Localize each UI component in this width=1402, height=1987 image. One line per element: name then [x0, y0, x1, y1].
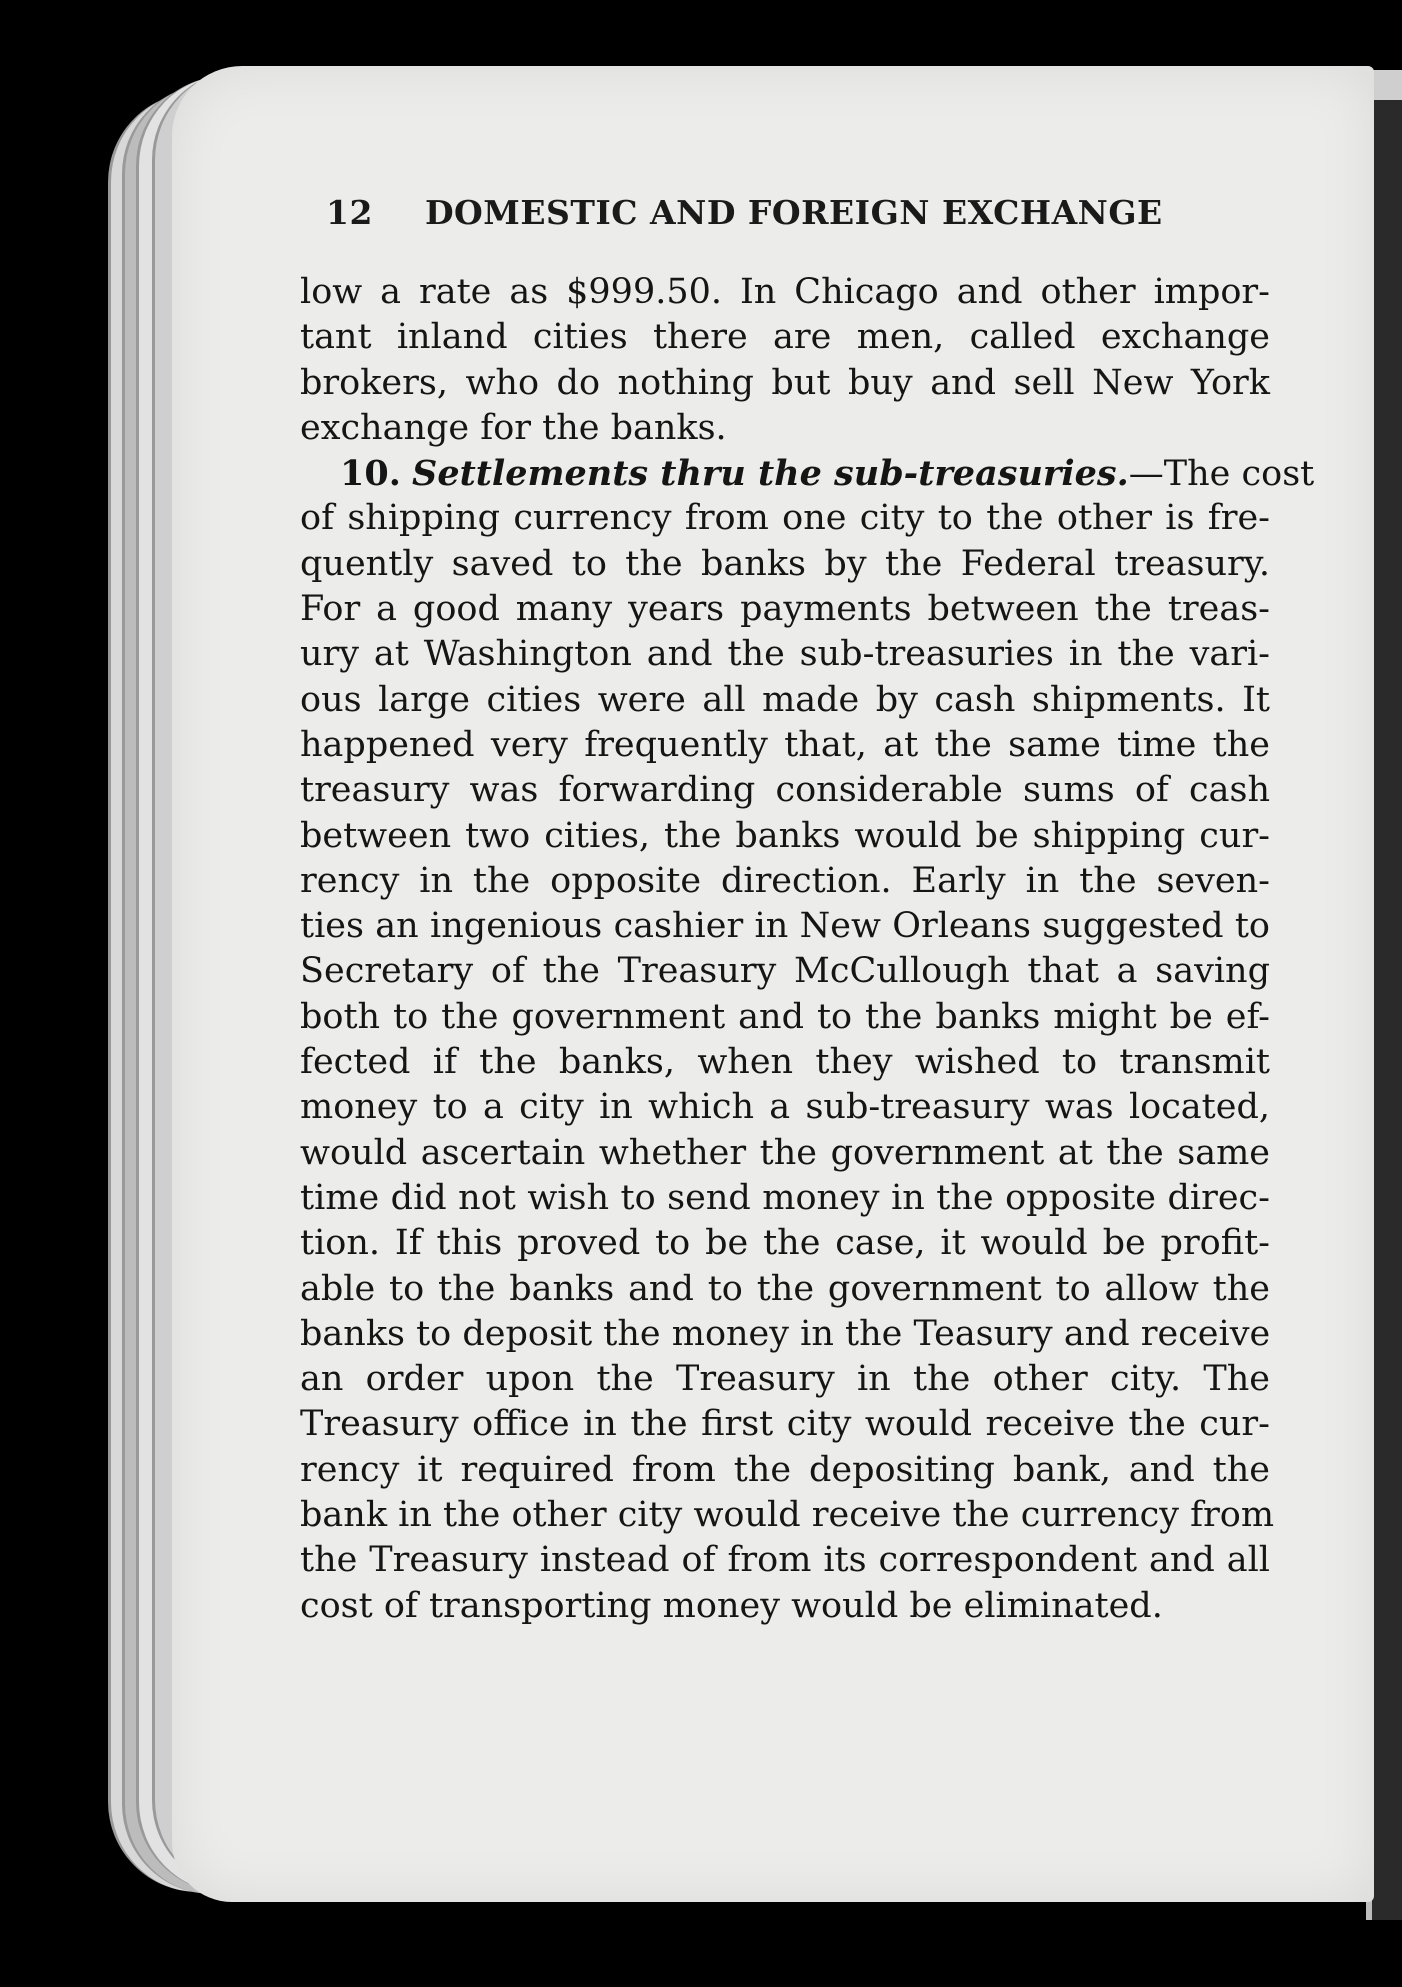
text-line: able to the banks and to the government to allow the	[300, 1268, 1270, 1309]
text-line: an order upon the Treasury in the other city. The	[300, 1359, 1270, 1400]
text-line: rency it required from the depositing bank, and the	[300, 1449, 1270, 1490]
text-line: ties an ingenious cashier in New Orleans suggested to	[300, 906, 1270, 947]
paragraph-2	[300, 451, 1315, 1629]
section-heading-line	[300, 451, 1315, 496]
section-heading-rest: —The cost	[1128, 454, 1315, 495]
text-line: tion. If this proved to be the case, it would be profit-	[300, 1223, 1270, 1264]
text-line: rency in the opposite direction. Early in the seven-	[300, 860, 1270, 901]
text-line: both to the government and to the banks might be ef-	[300, 996, 1270, 1037]
text-line: banks to deposit the money in the Teasury and receive	[300, 1313, 1271, 1354]
running-title: DOMESTIC AND FOREIGN EXCHANGE	[424, 193, 1163, 232]
text-line: would ascertain whether the government at the same	[300, 1132, 1270, 1173]
text-line: cost of transporting money would be eliminated.	[300, 1585, 1163, 1626]
text-line: ous large cities were all made by cash shipments. It	[300, 679, 1270, 720]
text-line: fected if the banks, when they wished to transmit	[300, 1042, 1270, 1083]
text-line: treasury was forwarding considerable sums of cash	[300, 770, 1270, 811]
section-heading: Settlements thru the sub-treasuries.	[412, 453, 1129, 495]
text-line: For a good many years payments between the treas-	[300, 589, 1270, 630]
text-line: quently saved to the banks by the Federal treasury.	[300, 543, 1270, 584]
text-line: Treasury office in the first city would receive the cur-	[300, 1404, 1270, 1445]
text-line: bank in the other city would receive the currency from	[300, 1495, 1275, 1536]
section-number: 10.	[340, 453, 401, 495]
paragraph-1	[300, 270, 1270, 451]
text-line: low a rate as $999.50. In Chicago and other impor-	[300, 272, 1270, 312]
text-line: ury at Washington and the sub-treasuries in the vari-	[300, 634, 1270, 675]
text-line: tant inland cities there are men, called exchange	[300, 317, 1270, 358]
text-line: Secretary of the Treasury McCullough that a saving	[300, 951, 1270, 992]
text-line: exchange for the banks.	[300, 407, 727, 448]
body-text	[300, 270, 1315, 1629]
text-line: the Treasury instead of from its correspondent and all	[300, 1540, 1270, 1581]
page-number: 12	[326, 193, 373, 232]
text-line: brokers, who do nothing but buy and sell New York	[300, 362, 1270, 403]
text-line: happened very frequently that, at the same time the	[300, 724, 1270, 765]
text-line: between two cities, the banks would be shipping cur-	[300, 815, 1270, 856]
text-line: time did not wish to send money in the opposite direc-	[300, 1177, 1270, 1218]
running-header	[326, 193, 1186, 232]
text-line: money to a city in which a sub-treasury was located,	[300, 1087, 1270, 1128]
text-line: of shipping currency from one city to the other is fre-	[300, 498, 1270, 539]
